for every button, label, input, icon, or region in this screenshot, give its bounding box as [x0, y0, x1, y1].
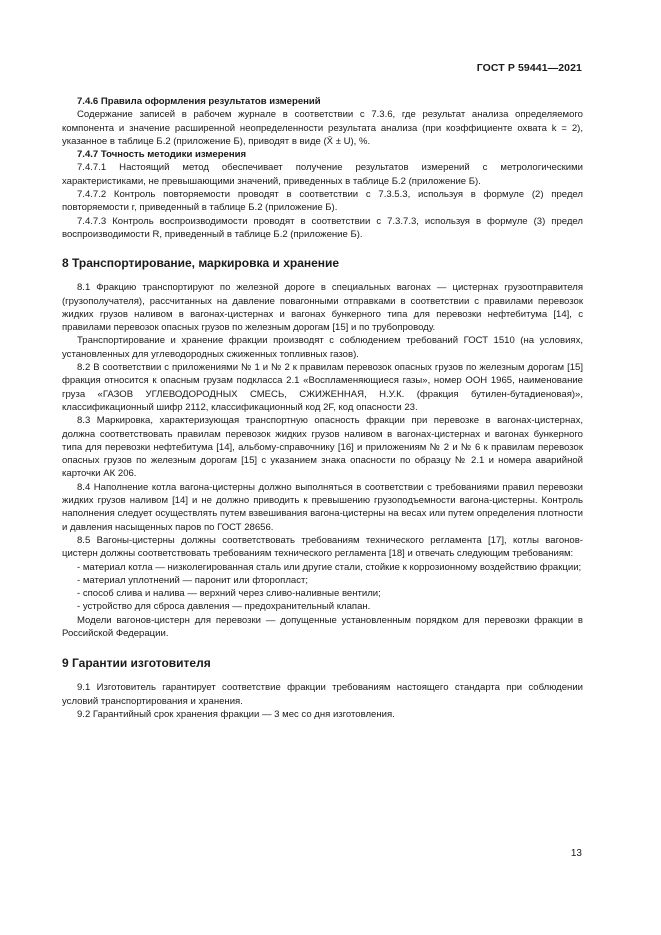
section-9-heading: 9 Гарантии изготовителя: [62, 656, 211, 671]
requirements-list-item: - устройство для сброса давления — предохранительный клапан.: [77, 601, 371, 613]
requirements-list-item: - материал уплотнений — паронит или фторопласт;: [77, 574, 309, 586]
paragraph-8-2: 8.2 В соответствии с приложениями № 1 и № 2 к правилам перевозок опасных грузов по железным дорогам [15] фракция относится к опасным грузам подкласса 2.1 «Воспламеняющиеся газы», номер ООН 1965, наименование груза «ГАЗОВ УГЛЕВОДОРОДНЫХ СМЕСЬ, СЖИЖЕННАЯ, Н.У.К. (фракция бутилен-бутадиеновая)», классификационный шифр 2112, классификационный код 2F, код опасности 23.: [62, 362, 583, 413]
paragraph-8-3: 8.3 Маркировка, характеризующая транспортную опасность фракции при перевозке в вагонах-цистернах, должна соответствовать правилам перевозок жидких грузов наливом в вагонах-цистернах и вагонах бункерного типа для перевозки нефтебитума [14], альбому-справочнику [16] и приложениям № 2 и № 6 к правилам перевозок опасных грузов по железным дорогам [15] с указанием знака опасности по образцу № 2.1 и номера аварийной карточки АК 206.: [62, 415, 583, 480]
paragraph-7-4-7-3: 7.4.7.3 Контроль воспроизводимости проводят в соответствии с 7.3.7.3, используя в формуле (3) предел воспроизводимости R, приведенный в таблице Б.2 (приложение Б).: [62, 215, 583, 240]
paragraph-7-4-7-1: 7.4.7.1 Настоящий метод обеспечивает получение результатов измерений с метрологическими характеристиками, не превышающими значений, приведенных в таблице Б.2 (приложение Б).: [62, 162, 583, 187]
requirements-list-item: - материал котла — низколегированная сталь или другие стали, стойкие к коррозионному воздействию фракции;: [77, 561, 582, 573]
page-content: [62, 95, 583, 721]
paragraph-8-5: 8.5 Вагоны-цистерны должны соответствовать требованиям технического регламента [17], котлы вагонов-цистерн должны соответствовать требованиям технического регламента [18] и отвечать следующим требованиям:: [62, 534, 583, 560]
paragraph-8-5-continued: Модели вагонов-цистерн для перевозки — допущенные установленным порядком для перевозки фракции в Российской Федерации.: [62, 614, 583, 639]
paragraph-7-4-7-2: 7.4.7.2 Контроль повторяемости проводят в соответствии с 7.3.5.3, используя в формуле (2) предел повторяемости r, приведенный в таблице Б.2 (приложение Б).: [62, 189, 583, 214]
requirements-list-item: - способ слива и налива — верхний через сливо-наливные вентили;: [77, 588, 381, 600]
subsection-7-4-6-title: 7.4.6 Правила оформления результатов измерений: [77, 96, 321, 107]
paragraph-9-1: 9.1 Изготовитель гарантирует соответствие фракции требованиям настоящего стандарта при соблюдении условий транспортирования и хранения.: [62, 682, 583, 707]
page-number: 13: [570, 848, 582, 859]
subsection-7-4-6-text: Содержание записей в рабочем журнале в соответствии с 7.3.6, где результат анализа определяемого компонента и значение расширенной неопределенности результата анализа (при коэффициенте охвата k = 2), указанное в таблице Б.2 (приложение Б), приводят в виде (X̄ ± U), %.: [62, 109, 583, 147]
paragraph-9-2: 9.2 Гарантийный срок хранения фракции — 3 мес со дня изготовления.: [77, 708, 395, 720]
paragraph-8-1: 8.1 Фракцию транспортируют по железной дороге в специальных вагонах — цистернах грузоотправителя (грузополучателя), рассчитанных на давление повагонными отправками в соответствии с правилами перевозок жидких грузов наливом в вагонах-цистернах и вагонах бункерного типа для перевозки нефтебитума [14], с правилами перевозок опасных грузов по железным дорогам [15] и по трубопроводу.: [62, 282, 583, 334]
section-8-heading: 8 Транспортирование, маркировка и хранение: [62, 256, 340, 271]
standard-id: ГОСТ Р 59441—2021: [476, 62, 582, 74]
paragraph-8-1-continued: Транспортирование и хранение фракции производят с соблюдением требований ГОСТ 1510 (на условиях, установленных для углеводородных сжиженных топливных газов).: [62, 335, 583, 360]
subsection-7-4-7-title: 7.4.7 Точность методики измерения: [77, 149, 247, 161]
paragraph-8-4: 8.4 Наполнение котла вагона-цистерны должно выполняться в соответствии с требованиями правил перевозки жидких грузов наливом [14] и не должно приводить к превышению грузоподъемности вагона-цистерны. Контроль наполнения следует осуществлять путем взвешивания вагона-цистерны на весах или путем определения плотности и давления насыщенных паров по ГОСТ 28656.: [62, 481, 583, 533]
